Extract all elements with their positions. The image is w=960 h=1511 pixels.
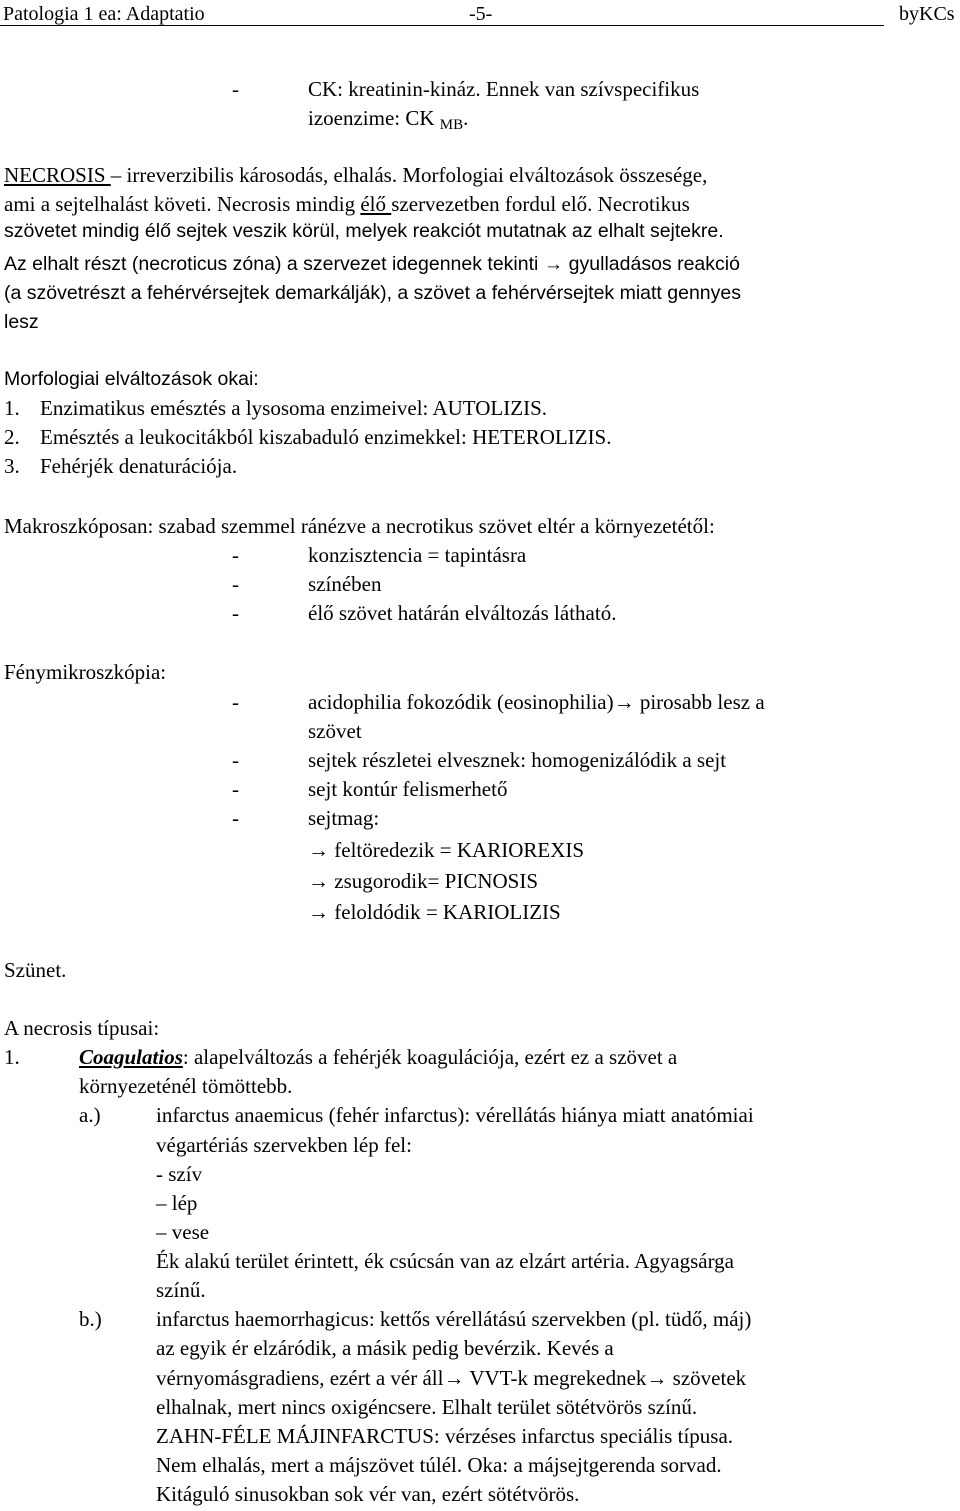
micro-sub-3: → feloldódik = KARIOLIZIS (308, 900, 561, 924)
types-number-1: 1. (4, 1045, 20, 1069)
micro-dash-2: - (232, 748, 239, 772)
macro-dash-1: - (232, 543, 239, 567)
micro-dash-3: - (232, 777, 239, 801)
ck-dot: . (463, 106, 469, 130)
necrosis-line-5: (a szövetrészt a fehérvérsejtek demarkálják), a szövet a fehérvérsejtek miatt gennyes (4, 282, 741, 304)
arrow-icon: → (443, 1366, 465, 1390)
ck-dash: - (232, 77, 239, 101)
micro-sub-1: → feltöredezik = KARIOREXIS (308, 838, 585, 862)
macro-dash-2: - (232, 572, 239, 596)
arrow-icon: → (308, 900, 329, 924)
header-right: byKCs (899, 3, 955, 25)
coagulatios-line-2: környezeténél tömöttebb. (79, 1074, 293, 1098)
subtype-a-line-2: végartériás szervekben lép fel: (156, 1133, 412, 1157)
subtype-b-line-3: vérnyomásgradiens, ezért a vér áll→ VVT-k megrekednek→ szövetek (156, 1366, 747, 1390)
necrosis-line-3: szövetet mindig élő sejtek veszik körül, melyek reakciót mutatnak az elhalt sejtekre. (4, 220, 724, 242)
macro-item-3: élő szövet határán elváltozás látható. (308, 601, 617, 625)
arrow-icon: → (308, 869, 329, 893)
necrosis-line-6: lesz (4, 311, 39, 333)
subtype-a-line-3: Ék alakú terület érintett, ék csúcsán van az elzárt artéria. Agyagsárga (156, 1249, 735, 1273)
macro-item-1: konzisztencia = tapintásra (308, 543, 527, 567)
ck-subscript: MB (439, 117, 464, 133)
arrow-icon: → (308, 838, 329, 862)
micro-item-1: acidophilia fokozódik (eosinophilia)→ pirosabb lesz a (308, 690, 765, 714)
subtype-b-line-2: az egyik ér elzáródik, a másik pedig bevérzik. Kevés a (156, 1336, 614, 1360)
arrow-icon: → (543, 253, 564, 275)
ck-line-2 (308, 108, 468, 133)
subtype-a-line-4: színű. (156, 1278, 206, 1302)
page-number: -5- (469, 3, 493, 25)
subtype-a-label: a.) (79, 1103, 101, 1127)
ck-line-1: CK: kreatinin-kináz. Ennek van szívspecifikus (308, 77, 700, 101)
subtype-b-line-6: Nem elhalás, mert a májszövet túlél. Oka: a májsejtgerenda sorvad. (156, 1453, 722, 1477)
micro-item-3: sejt kontúr felismerhető (308, 777, 508, 801)
ck-text: izoenzime: CK (308, 106, 435, 130)
types-heading: A necrosis típusai: (4, 1016, 160, 1040)
organ-item-3: – vese (156, 1220, 210, 1244)
cause-number-1: 1. (4, 396, 20, 420)
subtype-b-line-7: Kitáguló sinusokban sok vér van, ezért sötétvörös. (156, 1482, 580, 1506)
arrow-icon: → (646, 1366, 668, 1390)
organ-item-1: - szív (156, 1162, 203, 1186)
macro-intro: Makroszkóposan: szabad szemmel ránézve a necrotikus szövet eltér a környezetétől: (4, 514, 715, 538)
subtype-b-line-1: infarctus haemorrhagicus: kettős vérellátású szervekben (pl. tüdő, máj) (156, 1307, 752, 1331)
macro-dash-3: - (232, 601, 239, 625)
subtype-a-line-1: infarctus anaemicus (fehér infarctus): vérellátás hiánya miatt anatómiai (156, 1103, 754, 1127)
cause-number-2: 2. (4, 425, 20, 449)
micro-heading: Fénymikroszkópia: (4, 660, 167, 684)
micro-dash-1: - (232, 690, 239, 714)
pause-note: Szünet. (4, 958, 67, 982)
micro-item-4: sejtmag: (308, 806, 380, 830)
micro-item-1-cont: szövet (308, 719, 362, 743)
cause-number-3: 3. (4, 454, 20, 478)
header-left: Patologia 1 ea: Adaptatio (3, 3, 205, 25)
necrosis-line-1: NECROSIS – irreverzibilis károsodás, elhalás. Morfologiai elváltozások összesége, (4, 163, 708, 187)
arrow-icon: → (613, 690, 635, 714)
cause-item-1: Enzimatikus emésztés a lysosoma enzimeivel: AUTOLIZIS. (40, 396, 547, 420)
subtype-b-label: b.) (79, 1307, 102, 1331)
cause-item-2: Emésztés a leukocitákból kiszabaduló enzimekkel: HETEROLIZIS. (40, 425, 612, 449)
necrosis-line-4: Az elhalt részt (necroticus zóna) a szervezet idegennek tekinti → gyulladásos reakció (4, 253, 740, 275)
macro-item-2: színében (308, 572, 382, 596)
necrosis-line-2: ami a sejtelhalást követi. Necrosis mindig élő szervezetben fordul elő. Necrotikus (4, 192, 690, 216)
subtype-b-line-5: ZAHN-FÉLE MÁJINFARCTUS: vérzéses infarctus speciális típusa. (156, 1424, 734, 1448)
subtype-b-line-4: elhalnak, mert nincs oxigéncsere. Elhalt terület sötétvörös színű. (156, 1395, 698, 1419)
micro-item-2: sejtek részletei elvesznek: homogenizálódik a sejt (308, 748, 727, 772)
necrosis-title: NECROSIS (4, 163, 111, 187)
coagulatios-line-1: Coagulatios: alapelváltozás a fehérjék koagulációja, ezért ez a szövet a (79, 1045, 678, 1069)
micro-dash-4: - (232, 806, 239, 830)
cause-item-3: Fehérjék denaturációja. (40, 454, 238, 478)
header-rule (0, 25, 884, 26)
causes-heading: Morfologiai elváltozások okai: (4, 368, 259, 390)
micro-sub-2: → zsugorodik= PICNOSIS (308, 869, 539, 893)
coagulatios-title: Coagulatios (79, 1045, 183, 1069)
organ-item-2: – lép (156, 1191, 198, 1215)
